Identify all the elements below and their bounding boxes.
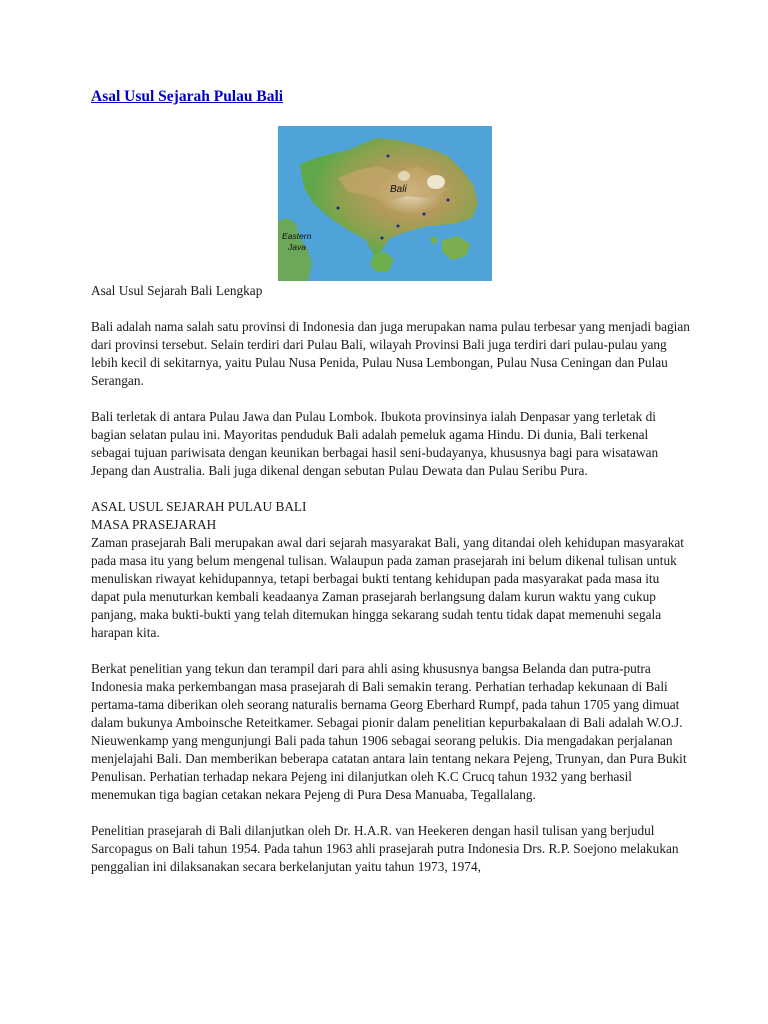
map-label-java: Java xyxy=(288,242,306,252)
town-marker xyxy=(447,199,450,202)
mount-batur xyxy=(398,171,410,181)
mount-agung xyxy=(427,175,445,189)
town-marker xyxy=(397,225,400,228)
map-label-eastern: Eastern xyxy=(282,231,312,241)
map-label-bali: Bali xyxy=(390,184,407,195)
article-subtitle: Asal Usul Sejarah Bali Lengkap xyxy=(91,283,263,298)
bali-map-svg xyxy=(278,126,492,281)
subsection-heading: MASA PRASEJARAH xyxy=(91,517,217,532)
section-heading: ASAL USUL SEJARAH PULAU BALI xyxy=(91,499,307,514)
town-marker xyxy=(381,237,384,240)
paragraph-prasejarah-2: Berkat penelitian yang tekun dan terampil dari para ahli asing khususnya bangsa Belanda dan putra-putra Indonesia maka perkembangan masa prasejarah di Bali semakin terang. Perhatian terhadap kekunaan di Bali pertama-tama diberikan oleh seorang naturalis bernama Georg Eberhard Rumpf, pada tahun 1705 yang dimuat dalam bukunya Amboinsche Reteitkamer. Sebagai pionir dalam penelitian kepurbakalaan di Bali adalah W.O.J. Nieuwenkamp yang mengunjungi Bali pada tahun 1906 sebagai seorang pelukis. Dia mengadakan perjalanan menjelajahi Bali. Dan memberikan beberapa catatan antara lain tentang nekara Pejeng, Trunyan, dan Pura Bukit Penulisan. Perhatian terhadap nekara Pejeng ini dilanjutkan oleh K.C Crucq tahun 1932 yang berhasil menemukan tiga bagian cetakan nekara Pejeng di Pura Desa Manuaba, Tegallalang. xyxy=(91,661,687,802)
town-marker xyxy=(387,155,390,158)
paragraph-prasejarah-1: Zaman prasejarah Bali merupakan awal dari sejarah masyarakat Bali, yang ditandai oleh kehidupan masyarakat pada masa itu yang belum mengenal tulisan. Walaupun pada zaman prasejarah ini belum dikenal tulisan untuk menuliskan riwayat kehidupannya, tetapi berbagai bukti tentang kehidupan pada masyarakat pada masa itu dapat pula menuturkan kembali keadaanya Zaman prasejarah berlangsung dalam kurun waktu yang cukup panjang, maka bukti-bukti yang telah ditemukan hingga sekarang sudah tentu tidak dapat memenuhi segala harapan kita. xyxy=(91,535,684,640)
paragraph-intro-2: Bali terletak di antara Pulau Jawa dan Pulau Lombok. Ibukota provinsinya ialah Denpasar yang terletak di bagian selatan pulau ini. Mayoritas penduduk Bali adalah pemeluk agama Hindu. Di dunia, Bali terkenal sebagai tujuan pariwisata dengan keunikan berbagai hasil seni-budayanya, khususnya bagi para wisatawan Jepang dan Australia. Bali juga dikenal dengan sebutan Pulau Dewata dan Pulau Seribu Pura. xyxy=(91,409,659,478)
paragraph-intro-1: Bali adalah nama salah satu provinsi di Indonesia dan juga merupakan nama pulau terbesar yang menjadi bagian dari provinsi tersebut. Selain terdiri dari Pulau Bali, wilayah Provinsi Bali juga terdiri dari pulau-pulau yang lebih kecil di sekitarnya, yaitu Pulau Nusa Penida, Pulau Nusa Lembongan, Pulau Nusa Ceningan dan Pulau Serangan. xyxy=(91,319,690,388)
bali-map-image xyxy=(278,126,492,281)
paragraph-prasejarah-3: Penelitian prasejarah di Bali dilanjutkan oleh Dr. H.A.R. van Heekeren dengan hasil tulisan yang berjudul Sarcopagus on Bali tahun 1954. Pada tahun 1963 ahli prasejarah putra Indonesia Drs. R.P. Soejono melakukan penggalian ini dilaksanakan secara berkelanjutan yaitu tahun 1973, 1974, xyxy=(91,823,679,874)
town-marker xyxy=(337,207,340,210)
town-marker xyxy=(423,213,426,216)
document-page xyxy=(91,88,691,874)
page-title-link[interactable]: Asal Usul Sejarah Pulau Bali xyxy=(91,88,284,105)
article-body xyxy=(91,282,691,894)
